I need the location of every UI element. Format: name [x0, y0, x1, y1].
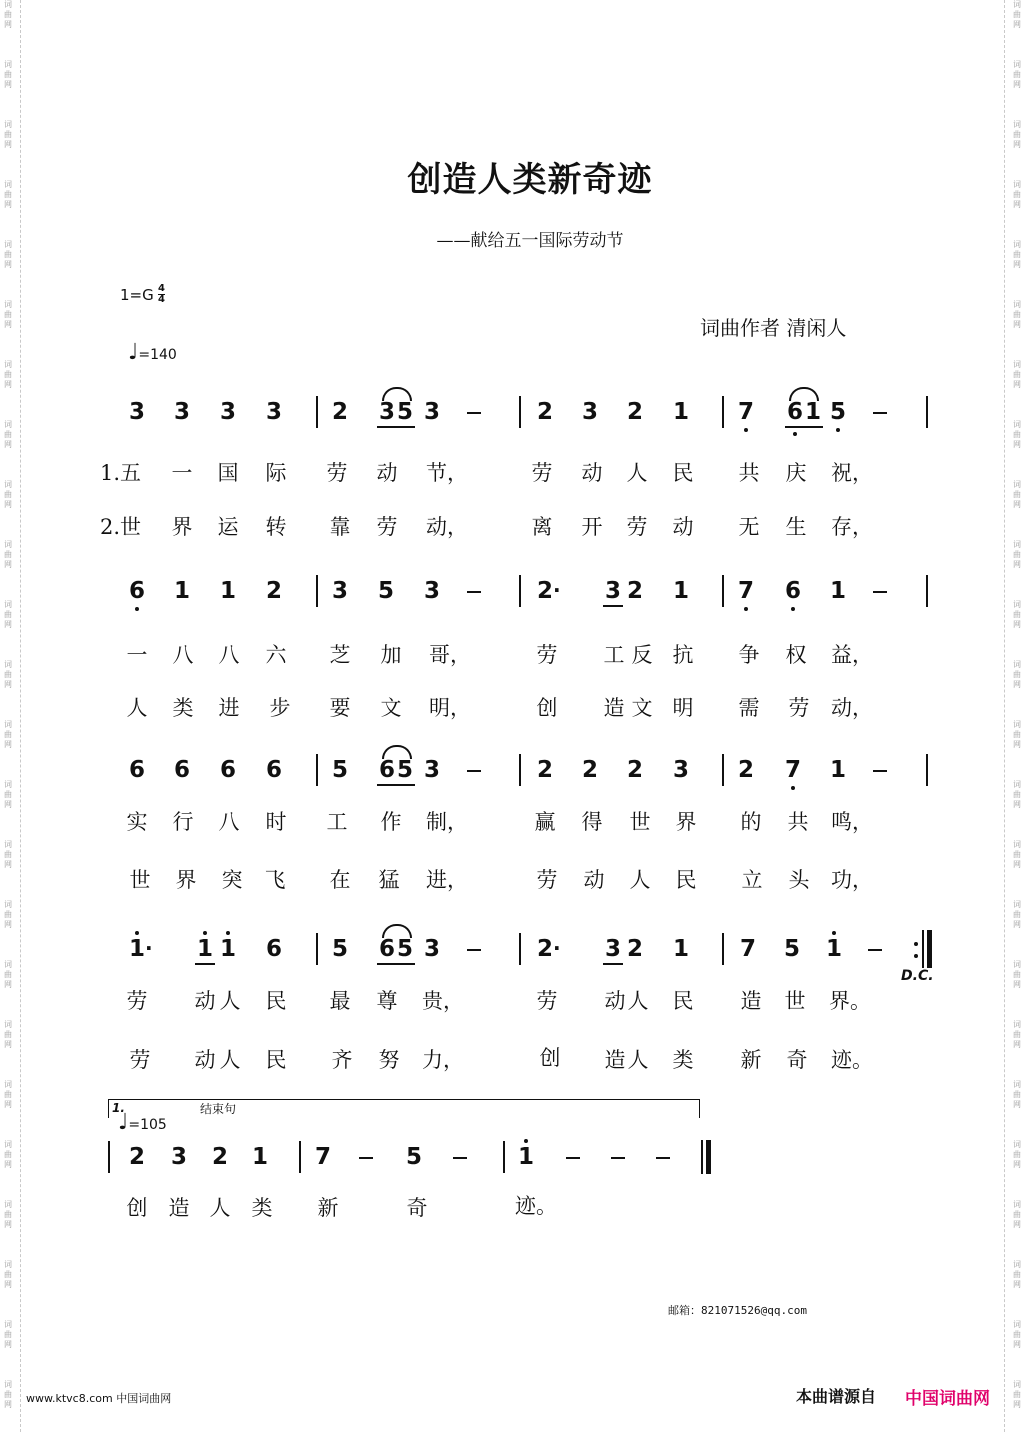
lyric: 民: [265, 989, 287, 1013]
barline: [722, 575, 724, 607]
watermark-text: 词 曲 网: [4, 540, 12, 569]
volta-number: 1.: [112, 1101, 125, 1115]
lyric: 庆: [785, 461, 807, 485]
footer-brand[interactable]: 中国词曲网: [905, 1389, 990, 1409]
note: 3: [423, 936, 441, 962]
note: 2: [536, 578, 554, 604]
ending-tempo: ♩=105: [118, 1110, 167, 1135]
lyric: 动: [194, 989, 216, 1013]
watermark-text: 词 曲 网: [1013, 0, 1021, 29]
lyric: 行: [172, 810, 194, 834]
watermark-text: 词 曲 网: [1013, 240, 1021, 269]
lyric: 劳: [788, 696, 810, 720]
note: 2: [536, 936, 554, 962]
watermark-text: 词 曲 网: [1013, 840, 1021, 869]
lyric: 人: [629, 868, 651, 892]
lyric: 创: [126, 1196, 148, 1220]
lyric: 八: [218, 643, 240, 667]
lyric: 民: [675, 868, 697, 892]
augmentation-dot: ·: [145, 936, 153, 960]
note: 7: [314, 1144, 332, 1170]
note: 2: [265, 578, 283, 604]
tempo-marking: ♩=140: [128, 340, 177, 365]
lyric: 民: [265, 1048, 287, 1072]
barline: [299, 1141, 301, 1173]
lyric: 明: [672, 696, 694, 720]
lyric: 人: [219, 989, 241, 1013]
note: 5: [397, 759, 413, 782]
lyric: 新: [740, 1048, 762, 1072]
note: 3: [379, 401, 395, 424]
lyric: 劳: [536, 643, 558, 667]
watermark-text: 词 曲 网: [4, 1200, 12, 1229]
watermark-text: 词 曲 网: [1013, 960, 1021, 989]
lyric: 动: [672, 515, 694, 539]
lyric: 祝，: [831, 461, 873, 485]
lyric: 文: [380, 696, 402, 720]
note: 3: [581, 399, 599, 425]
watermark-text: 词 曲 网: [4, 60, 12, 89]
augmentation-dot: ·: [553, 578, 561, 602]
note: 3: [605, 580, 621, 603]
lyric: 劳: [536, 868, 558, 892]
lyric: 1.五: [100, 461, 142, 485]
lyric: 人: [626, 461, 648, 485]
lyric: 鸣，: [831, 810, 873, 834]
lyric: 明，: [429, 696, 471, 720]
extension-dash: [873, 591, 887, 593]
lyric: 一: [171, 461, 193, 485]
left-cut-line: [20, 0, 21, 1432]
note: 6: [787, 401, 803, 424]
note: 1: [805, 401, 821, 424]
lyric: 无: [738, 515, 760, 539]
lyric: 得: [581, 810, 603, 834]
lyric: 迹。: [831, 1048, 873, 1072]
watermark-text: 词 曲 网: [1013, 480, 1021, 509]
lyric: 开: [581, 515, 603, 539]
note: 1: [129, 938, 145, 961]
footer-site-url[interactable]: www.ktvc8.com 中国词曲网: [26, 1392, 172, 1405]
watermark-text: 词 曲 网: [4, 0, 12, 29]
watermark-text: 词 曲 网: [1013, 60, 1021, 89]
note: 2: [626, 578, 644, 604]
barline: [926, 575, 928, 607]
lyric: 贵，: [422, 989, 464, 1013]
lyric: 飞: [264, 868, 286, 892]
quarter-note-icon: ♩: [128, 340, 139, 365]
lyric: 努: [378, 1048, 400, 1072]
repeat-barline-thick: [927, 930, 932, 968]
lyric: 造: [603, 696, 625, 720]
lyric: 劳: [376, 515, 398, 539]
lyric: 芝: [329, 643, 351, 667]
watermark-text: 词 曲 网: [4, 960, 12, 989]
note: 2: [128, 1144, 146, 1170]
lyric: 动: [581, 461, 603, 485]
lyric: 类: [251, 1196, 273, 1220]
watermark-text: 词 曲 网: [1013, 420, 1021, 449]
note: 6: [785, 580, 801, 603]
note: 6: [379, 759, 395, 782]
lyric: 时: [265, 810, 287, 834]
lyric: 哥，: [429, 643, 471, 667]
note: 6: [129, 580, 145, 603]
lyric: 劳: [129, 1048, 151, 1072]
note: 7: [785, 759, 801, 782]
lyric: 猛: [378, 868, 400, 892]
watermark-text: 词 曲 网: [1013, 1020, 1021, 1049]
note: 3: [672, 757, 690, 783]
barline: [519, 754, 521, 786]
note: 1: [197, 938, 213, 961]
repeat-dot: [914, 942, 918, 946]
key-signature: 1=G: [120, 286, 154, 304]
extension-dash: [873, 412, 887, 414]
lyric: 人: [219, 1048, 241, 1072]
watermark-text: 词 曲 网: [4, 480, 12, 509]
barline: [519, 575, 521, 607]
extension-dash: [467, 770, 481, 772]
note: 6: [379, 938, 395, 961]
note: 6: [219, 757, 237, 783]
lyric: 界。: [829, 989, 871, 1013]
note: 2: [331, 399, 349, 425]
lyric: 世: [629, 810, 651, 834]
watermark-text: 词 曲 网: [4, 600, 12, 629]
watermark-text: 词 曲 网: [4, 240, 12, 269]
note: 7: [738, 401, 754, 424]
lyric: 工: [326, 810, 348, 834]
lyric: 争: [738, 643, 760, 667]
watermark-text: 词 曲 网: [4, 1380, 12, 1409]
note: 7: [739, 936, 757, 962]
note: 2: [211, 1144, 229, 1170]
watermark-text: 词 曲 网: [1013, 1140, 1021, 1169]
lyric: 界: [675, 810, 697, 834]
lyric: 界: [171, 515, 193, 539]
note: 1: [219, 578, 237, 604]
lyric: 力，: [422, 1048, 464, 1072]
barline: [722, 396, 724, 428]
lyric: 动，: [831, 696, 873, 720]
lyric: 最: [329, 989, 351, 1013]
lyric: 造: [168, 1196, 190, 1220]
lyric: 人: [627, 989, 649, 1013]
watermark-text: 词 曲 网: [4, 1020, 12, 1049]
barline: [503, 1141, 505, 1173]
lyric: 生: [785, 515, 807, 539]
note: 1: [672, 399, 690, 425]
quarter-note-icon: ♩: [118, 1110, 129, 1135]
extension-dash: [359, 1157, 373, 1159]
watermark-text: 词 曲 网: [1013, 600, 1021, 629]
lyric: 尊: [376, 989, 398, 1013]
lyric: 动，: [426, 515, 468, 539]
barline: [316, 396, 318, 428]
barline: [316, 933, 318, 965]
note: 2: [626, 936, 644, 962]
watermark-text: 词 曲 网: [1013, 1200, 1021, 1229]
footer-source-label: 本曲谱源自: [796, 1387, 877, 1406]
note: 5: [331, 757, 349, 783]
barline: [926, 396, 928, 428]
watermark-text: 词 曲 网: [4, 720, 12, 749]
lyric: 动: [604, 989, 626, 1013]
lyric: 赢: [534, 810, 556, 834]
lyric: 靠: [329, 515, 351, 539]
repeat-dot: [914, 954, 918, 958]
lyric: 进: [218, 696, 240, 720]
lyric: 的: [740, 810, 762, 834]
watermark-text: 词 曲 网: [4, 420, 12, 449]
barline: [316, 575, 318, 607]
contact-email: 邮箱：821071526@qq.com: [668, 1304, 807, 1317]
lyric: 迹。: [515, 1194, 557, 1218]
watermark-text: 词 曲 网: [4, 1320, 12, 1349]
barline: [926, 754, 928, 786]
extension-dash: [868, 949, 882, 951]
note: 6: [173, 757, 191, 783]
note: 3: [128, 399, 146, 425]
lyric: 共: [738, 461, 760, 485]
lyric: 动: [583, 868, 605, 892]
note: 1: [173, 578, 191, 604]
lyric: 2.世: [100, 515, 142, 539]
watermark-text: 词 曲 网: [4, 360, 12, 389]
note: 1: [829, 578, 847, 604]
lyric: 一: [126, 643, 148, 667]
augmentation-dot: ·: [553, 936, 561, 960]
left-watermark-strip: [2, 0, 16, 1432]
lyric: 民: [672, 461, 694, 485]
extension-dash: [611, 1157, 625, 1159]
note: 3: [423, 399, 441, 425]
extension-dash: [873, 770, 887, 772]
barline: [316, 754, 318, 786]
note: 6: [265, 757, 283, 783]
lyric: 劳: [531, 461, 553, 485]
note: 6: [128, 757, 146, 783]
extension-dash: [566, 1157, 580, 1159]
lyric: 作: [380, 810, 402, 834]
note: 3: [423, 757, 441, 783]
lyric: 功，: [831, 868, 873, 892]
lyric: 劳: [326, 461, 348, 485]
lyric: 进，: [426, 868, 468, 892]
note: 5: [397, 938, 413, 961]
final-barline-thin: [701, 1140, 703, 1174]
lyric: 劳: [126, 989, 148, 1013]
note: 3: [605, 938, 621, 961]
lyric: 造: [740, 989, 762, 1013]
lyric: 离: [531, 515, 553, 539]
watermark-text: 词 曲 网: [1013, 900, 1021, 929]
lyric: 制，: [426, 810, 468, 834]
watermark-text: 词 曲 网: [1013, 180, 1021, 209]
lyric: 类: [672, 1048, 694, 1072]
extension-dash: [467, 591, 481, 593]
watermark-text: 词 曲 网: [4, 900, 12, 929]
lyric: 国: [217, 461, 239, 485]
watermark-text: 词 曲 网: [4, 840, 12, 869]
lyric: 需: [738, 696, 760, 720]
note: 3: [423, 578, 441, 604]
note: 2: [581, 757, 599, 783]
lyric: 转: [265, 515, 287, 539]
da-capo-mark: D.C.: [901, 968, 934, 984]
lyric: 抗: [672, 643, 694, 667]
lyric: 八: [218, 810, 240, 834]
note: 6: [265, 936, 283, 962]
extension-dash: [453, 1157, 467, 1159]
lyric: 八: [172, 643, 194, 667]
watermark-text: 词 曲 网: [4, 300, 12, 329]
song-title: 创造人类新奇迹: [407, 160, 653, 200]
note: 3: [331, 578, 349, 604]
note: 7: [738, 580, 754, 603]
watermark-text: 词 曲 网: [1013, 720, 1021, 749]
note: 1: [829, 757, 847, 783]
lyric: 实: [126, 810, 148, 834]
watermark-text: 词 曲 网: [1013, 1080, 1021, 1109]
lyric: 际: [265, 461, 287, 485]
watermark-text: 词 曲 网: [4, 1140, 12, 1169]
watermark-text: 词 曲 网: [4, 780, 12, 809]
lyric: 文: [631, 696, 653, 720]
watermark-text: 词 曲 网: [4, 1260, 12, 1289]
watermark-text: 词 曲 网: [4, 120, 12, 149]
note: 5: [377, 578, 395, 604]
lyric: 人: [209, 1196, 231, 1220]
extension-dash: [467, 412, 481, 414]
lyric: 要: [329, 696, 351, 720]
lyric: 存，: [831, 515, 873, 539]
barline: [519, 396, 521, 428]
lyric: 在: [329, 868, 351, 892]
watermark-text: 词 曲 网: [4, 660, 12, 689]
note: 1: [826, 938, 842, 961]
note: 2: [626, 399, 644, 425]
lyric: 加: [380, 643, 402, 667]
lyric: 步: [269, 696, 291, 720]
lyric: 反: [631, 643, 653, 667]
time-signature: $\frac{4}{4}$: [158, 283, 165, 305]
watermark-text: 词 曲 网: [1013, 300, 1021, 329]
lyric: 齐: [331, 1048, 353, 1072]
lyric: 创: [539, 1046, 561, 1070]
lyric: 造: [604, 1048, 626, 1072]
lyric: 突: [221, 868, 243, 892]
note: 3: [219, 399, 237, 425]
barline: [519, 933, 521, 965]
note: 2: [737, 757, 755, 783]
lyric: 动: [376, 461, 398, 485]
lyric: 界: [175, 868, 197, 892]
watermark-text: 词 曲 网: [1013, 780, 1021, 809]
lyric: 奇: [406, 1196, 428, 1220]
watermark-text: 词 曲 网: [1013, 1320, 1021, 1349]
note: 1: [518, 1146, 534, 1169]
note: 5: [405, 1144, 423, 1170]
lyric: 人: [126, 696, 148, 720]
note: 2: [536, 399, 554, 425]
extension-dash: [656, 1157, 670, 1159]
author-credit: 词曲作者 清闲人: [700, 316, 847, 340]
note: 1: [672, 578, 690, 604]
final-barline-thick: [706, 1140, 711, 1174]
note: 3: [170, 1144, 188, 1170]
ending-label: 结束句: [200, 1102, 237, 1116]
lyric: 新: [317, 1196, 339, 1220]
extension-dash: [467, 949, 481, 951]
watermark-text: 词 曲 网: [1013, 660, 1021, 689]
lyric: 创: [536, 696, 558, 720]
note: 1: [220, 938, 236, 961]
lyric: 共: [787, 810, 809, 834]
watermark-text: 词 曲 网: [1013, 540, 1021, 569]
watermark-text: 词 曲 网: [1013, 1260, 1021, 1289]
lyric: 益，: [831, 643, 873, 667]
lyric: 民: [672, 989, 694, 1013]
note: 5: [397, 401, 413, 424]
volta-bracket: [108, 1099, 700, 1118]
watermark-text: 词 曲 网: [1013, 360, 1021, 389]
lyric: 立: [741, 868, 763, 892]
note: 5: [783, 936, 801, 962]
note: 1: [251, 1144, 269, 1170]
lyric: 世: [784, 989, 806, 1013]
lyric: 六: [265, 643, 287, 667]
note: 3: [173, 399, 191, 425]
right-cut-line: [1004, 0, 1005, 1432]
lyric: 类: [172, 696, 194, 720]
lyric: 世: [129, 868, 151, 892]
note: 5: [830, 401, 846, 424]
watermark-text: 词 曲 网: [4, 1080, 12, 1109]
note: 1: [672, 936, 690, 962]
song-subtitle: ——献给五一国际劳动节: [436, 231, 624, 251]
lyric: 人: [627, 1048, 649, 1072]
lyric: 劳: [626, 515, 648, 539]
watermark-text: 词 曲 网: [1013, 1380, 1021, 1409]
lyric: 头: [788, 868, 810, 892]
barline: [722, 754, 724, 786]
barline: [722, 933, 724, 965]
lyric: 奇: [786, 1048, 808, 1072]
lyric: 运: [217, 515, 239, 539]
lyric: 动: [194, 1048, 216, 1072]
lyric: 权: [785, 643, 807, 667]
right-watermark-strip: [1011, 0, 1025, 1432]
repeat-barline-thin: [922, 930, 924, 968]
note: 3: [265, 399, 283, 425]
lyric: 节，: [426, 461, 468, 485]
note: 2: [626, 757, 644, 783]
lyric: 劳: [536, 989, 558, 1013]
note: 2: [536, 757, 554, 783]
lyric: 工: [603, 643, 625, 667]
watermark-text: 词 曲 网: [4, 180, 12, 209]
barline: [108, 1141, 110, 1173]
watermark-text: 词 曲 网: [1013, 120, 1021, 149]
note: 5: [331, 936, 349, 962]
